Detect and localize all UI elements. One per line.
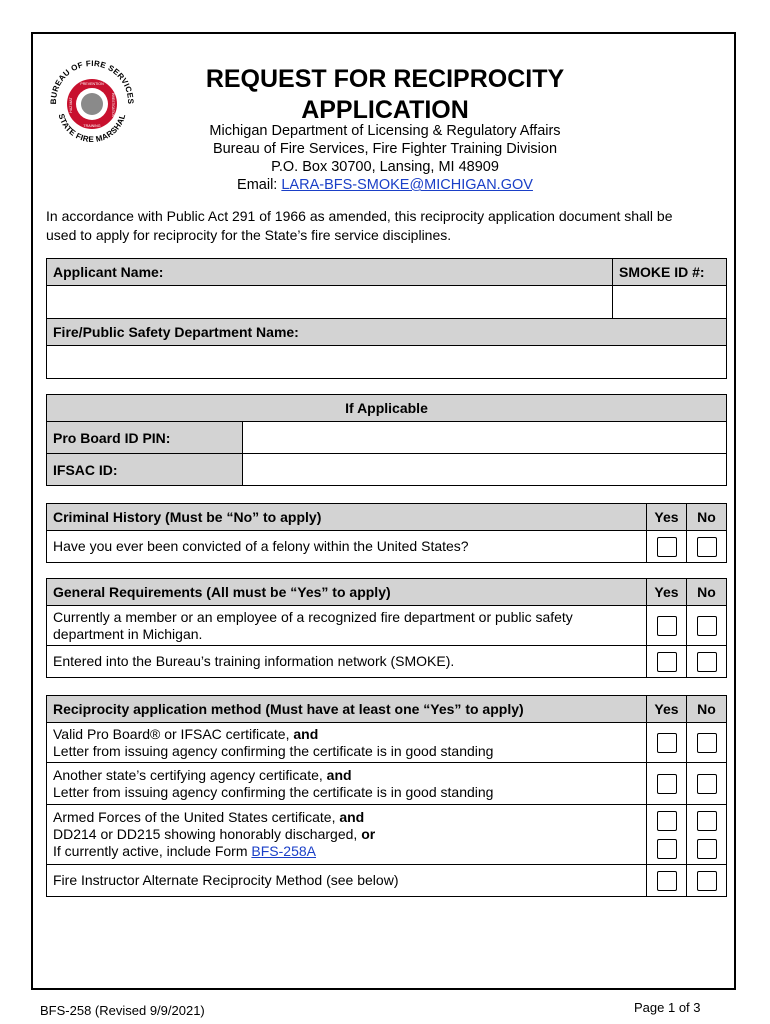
seal-word-2: INVESTIGATION — [111, 92, 115, 118]
criminal-history-table — [46, 503, 727, 563]
pro-board-field[interactable] — [243, 422, 727, 454]
member-question — [47, 606, 647, 646]
if-applicable-header: If Applicable — [47, 395, 727, 422]
title-line-1: REQUEST FOR RECIPROCITY — [205, 65, 565, 93]
if-applicable-table — [46, 394, 727, 486]
other-state-no-cell — [687, 763, 727, 805]
other-state-yes-checkbox[interactable] — [657, 774, 677, 794]
felony-no-cell — [687, 531, 727, 563]
ifsac-label: IFSAC ID: — [47, 454, 243, 486]
seal-word-4: HAZ MAT — [69, 97, 73, 113]
instructor-no-cell — [687, 865, 727, 897]
email-link[interactable]: LARA-BFS-SMOKE@MICHIGAN.GOV — [281, 177, 533, 193]
active-duty-no-checkbox[interactable] — [697, 839, 717, 859]
general-requirements-header: General Requirements (All must be “Yes” to apply) — [47, 579, 647, 606]
agency-line-1: Michigan Department of Licensing & Regulatory Affairs — [209, 123, 561, 139]
smoke-question: Entered into the Bureau’s training information network (SMOKE). — [47, 646, 647, 678]
pro-board-yes-checkbox[interactable] — [657, 733, 677, 753]
bureau-seal-logo — [44, 52, 140, 148]
member-question-line-1: Currently a member or an employee of a recognized fire department or public safety — [53, 608, 573, 625]
reciprocity-method-header: Reciprocity application method (Must have at least one “Yes” to apply) — [47, 696, 647, 723]
member-yes-cell — [647, 606, 687, 646]
seal-word-3: TRAINING — [83, 124, 101, 128]
member-yes-checkbox[interactable] — [657, 616, 677, 636]
no-column-header: No — [687, 696, 727, 723]
agency-line-3: P.O. Box 30700, Lansing, MI 48909 — [271, 159, 499, 175]
no-column-header: No — [687, 504, 727, 531]
active-duty-yes-checkbox[interactable] — [657, 839, 677, 859]
armed-forces-method-line-1: Armed Forces of the United States certificate, and — [53, 809, 365, 825]
reciprocity-method-table — [46, 695, 727, 897]
instructor-no-checkbox[interactable] — [697, 871, 717, 891]
smoke-yes-checkbox[interactable] — [657, 652, 677, 672]
instructor-yes-checkbox[interactable] — [657, 871, 677, 891]
title-line-2: APPLICATION — [301, 96, 469, 124]
yes-column-header: Yes — [647, 696, 687, 723]
member-no-checkbox[interactable] — [697, 616, 717, 636]
member-question-line-2: department in Michigan. — [53, 625, 203, 642]
felony-yes-checkbox[interactable] — [657, 537, 677, 557]
smoke-no-cell — [687, 646, 727, 678]
pro-board-method-line-1: Valid Pro Board® or IFSAC certificate, and — [53, 725, 319, 742]
other-state-method — [47, 763, 647, 805]
smoke-id-field[interactable] — [613, 286, 727, 319]
agency-address — [180, 122, 590, 194]
ifsac-field[interactable] — [243, 454, 727, 486]
agency-email-line — [180, 176, 590, 194]
seal-top-text: BUREAU OF FIRE SERVICES — [48, 58, 136, 105]
armed-forces-yes-checkbox[interactable] — [657, 811, 677, 831]
pro-board-method — [47, 723, 647, 763]
general-requirements-table — [46, 578, 727, 678]
other-state-no-checkbox[interactable] — [697, 774, 717, 794]
pro-board-no-checkbox[interactable] — [697, 733, 717, 753]
form-identifier: BFS-258 (Revised 9/9/2021) — [40, 1003, 205, 1018]
applicant-name-label: Applicant Name: — [47, 259, 613, 286]
yes-column-header: Yes — [647, 579, 687, 606]
bfs-258a-link[interactable]: BFS-258A — [251, 843, 316, 859]
seal-bottom-text: STATE FIRE MARSHAL — [56, 112, 128, 145]
criminal-history-header: Criminal History (Must be “No” to apply) — [47, 504, 647, 531]
no-column-header: No — [687, 579, 727, 606]
instructor-method: Fire Instructor Alternate Reciprocity Method (see below) — [47, 865, 647, 897]
other-state-method-line-1: Another state’s certifying agency certificate, and — [53, 766, 352, 783]
pro-board-label: Pro Board ID PIN: — [47, 422, 243, 454]
pro-board-yes-cell — [647, 723, 687, 763]
armed-forces-method-line-2: DD214 or DD215 showing honorably discharged, or — [53, 826, 376, 842]
department-name-field[interactable] — [47, 346, 727, 379]
smoke-id-label: SMOKE ID #: — [613, 259, 727, 286]
member-no-cell — [687, 606, 727, 646]
applicant-name-field[interactable] — [47, 286, 613, 319]
email-label: Email: — [237, 177, 282, 193]
smoke-yes-cell — [647, 646, 687, 678]
other-state-yes-cell — [647, 763, 687, 805]
armed-forces-no-cell — [687, 805, 727, 865]
yes-column-header: Yes — [647, 504, 687, 531]
smoke-no-checkbox[interactable] — [697, 652, 717, 672]
instructor-yes-cell — [647, 865, 687, 897]
armed-forces-method-line-3: If currently active, include Form BFS-258A — [53, 843, 316, 859]
seal-emblem — [81, 93, 103, 115]
felony-no-checkbox[interactable] — [697, 537, 717, 557]
felony-question: Have you ever been convicted of a felony within the United States? — [47, 531, 647, 563]
page-number: Page 1 of 3 — [634, 1000, 701, 1015]
intro-paragraph: In accordance with Public Act 291 of 1966 as amended, this reciprocity application document shall be used to apply for reciprocity for the State’s fire service disciplines. — [46, 208, 673, 243]
pro-board-no-cell — [687, 723, 727, 763]
page-title — [180, 64, 590, 126]
armed-forces-method — [47, 805, 647, 865]
other-state-method-line-2: Letter from issuing agency confirming the certificate is in good standing — [53, 783, 494, 800]
agency-line-2: Bureau of Fire Services, Fire Fighter Training Division — [212, 141, 558, 157]
department-name-label: Fire/Public Safety Department Name: — [47, 319, 727, 346]
felony-yes-cell — [647, 531, 687, 563]
armed-forces-yes-cell — [647, 805, 687, 865]
seal-word-1: PREVENTION — [80, 82, 104, 86]
applicant-table — [46, 258, 727, 379]
armed-forces-no-checkbox[interactable] — [697, 811, 717, 831]
pro-board-method-line-2: Letter from issuing agency confirming the certificate is in good standing — [53, 742, 494, 759]
